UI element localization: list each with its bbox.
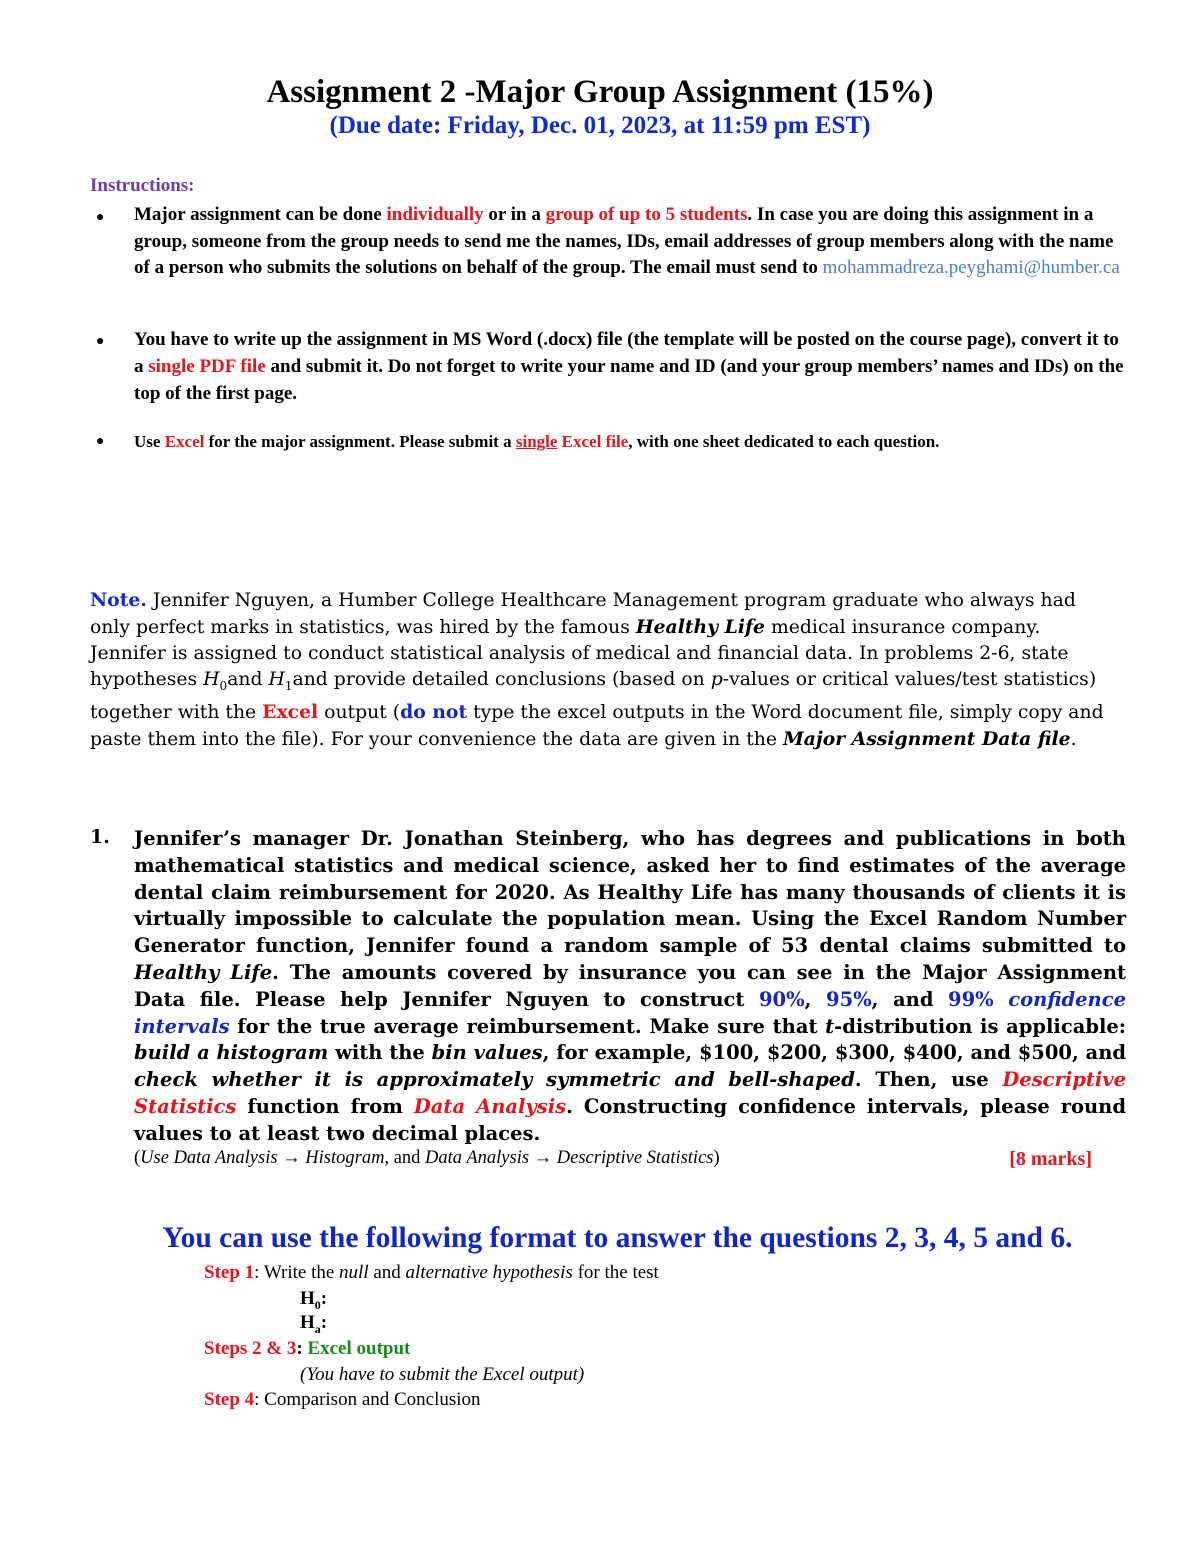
histogram-emphasis: build a histogram [134,1041,329,1065]
step-4 [204,1389,481,1411]
descriptive-statistics: Descriptive Statistics [134,1068,1127,1118]
bin-values-emphasis: bin values [431,1041,543,1065]
data-analysis: Data Analysis [413,1094,567,1118]
highlight-do-not: do not [400,700,468,723]
text-run: and provide detailed conclusions (based on [292,669,711,690]
data-file-name: Major Assignment Data file [782,727,1071,750]
step-label: Steps 2 & 3 [204,1338,297,1359]
text-run: for the true average reimbursement. Make sure that [229,1014,826,1038]
bullet-icon: ● [96,334,105,349]
text-run: , [804,987,826,1011]
confidence-90: 90% [758,987,805,1011]
text-run: : Comparison and Conclusion [254,1389,481,1410]
text-run [994,988,1009,1011]
instruction-bullet-3 [134,429,1124,454]
hint-descriptive: Data Analysis → Descriptive Statistics [425,1148,714,1168]
text-run: , and [871,987,949,1011]
text-run: : [320,1288,328,1309]
format-heading: You can use the following format to answer the questions 2, 3, 4, 5 and 6. [162,1222,1073,1254]
text-run: : Write the [254,1262,340,1283]
text-run: Use [134,432,165,451]
text-run: type the excel outputs in the Word document file, simply copy and paste them into the file). For your convenience the data are given in the [90,701,1104,750]
note-label: Note. [90,589,147,611]
highlight-group-size: group of up to 5 students [545,204,748,225]
confidence-intervals: confidence intervals [134,987,1126,1038]
text-run: , with one sheet dedicated to each question. [628,432,940,451]
math-h: H [300,1312,315,1333]
text-run: . In case you are doing this assignment in a group, someone from the group needs to send me the names, IDs, email addresses of group members along with the name of a person who submits the solutions on behalf of the group. The email must send to [134,204,1114,278]
highlight-single-pdf: single PDF file [148,356,266,377]
step-1 [204,1262,659,1284]
instructions-heading: Instructions: [90,175,195,196]
symmetry-emphasis: check whether it is approximately symmetric and bell-shaped [134,1068,855,1092]
confidence-99: 99% [948,987,994,1011]
highlight-single: single [515,432,558,451]
text-run: . [1070,728,1077,750]
page-title: Assignment 2 -Major Group Assignment (15%) [266,74,934,110]
step-2-3-hint: (You have to submit the Excel output) [300,1364,585,1385]
question-number: 1. [90,826,110,848]
text-run: . The amounts covered by insurance you can see in the Major Assignment Data file. Please help Jennifer Nguyen to construct [134,960,1126,1011]
h0-line [300,1288,327,1313]
math-p: p [710,669,723,690]
text-run: You have to write up the assignment in MS Word (.docx) file (the template will be posted on the course page), convert it to a [134,329,1119,377]
question-1-text [134,826,1126,1148]
text-run: Major assignment can be done [134,204,387,225]
text-run: for the test [572,1262,659,1283]
confidence-95: 95% [826,987,872,1011]
step-label: Step 1 [204,1262,255,1283]
due-date: (Due date: Friday, Dec. 01, 2023, at 11:59 pm EST) [329,112,871,139]
text-run: and submit it. Do not forget to write your name and ID (and your group members’ names and IDs) on the top of the first page. [134,356,1124,404]
hint-histogram: Use Data Analysis → Histogram, [140,1148,390,1168]
step-label: Step 4 [204,1389,255,1410]
company-name: Healthy Life [134,960,273,984]
highlight-excel: Excel [164,432,205,451]
text-run: : [320,1312,328,1333]
text-run: alternative hypothesis [405,1262,573,1283]
math-sub: 1 [284,678,293,693]
text-run: and [368,1262,406,1283]
text-run: . Then, use [854,1068,1003,1092]
math-sub: a [314,1321,321,1336]
instruction-bullet-2 [134,326,1124,407]
question-1-hint [134,1148,1126,1169]
text-run: -distribution is applicable: [834,1014,1126,1038]
text-run: output ( [318,701,401,723]
math-t: t [825,1014,835,1038]
text-run: or in a [483,204,546,225]
text-run: Jennifer’s manager Dr. Jonathan Steinberg, who has degrees and publications in both mathematical statistics and medical science, asked her to find estimates of the average dental claim reimbursement for 2020. As Healthy Life has many thousands of clients it is virtually impossible to calculate the population mean. Using the Excel Random Number Generator function, Jennifer found a random sample of 53 dental claims submitted to [134,827,1126,958]
text-run: , for example, $100, $200, $300, $400, and $500, and [542,1041,1127,1065]
note-paragraph [90,587,1120,753]
email-link[interactable]: mohammadreza.peyghami@humber.ca [822,257,1120,278]
math-h: H [203,669,220,690]
highlight-excel-file: Excel file [561,432,629,451]
highlight-excel: Excel [262,700,319,723]
question-1-marks: [8 marks] [1009,1148,1092,1170]
text-run: function from [236,1094,414,1118]
math-sub: 0 [314,1297,321,1312]
text-run: Jennifer Nguyen, a Humber College Healthcare Management program graduate who always had only perfect marks in statistics, was hired by the famous [90,590,1076,638]
text-run: with the [328,1041,432,1065]
math-h: H [268,669,285,690]
bullet-icon: ● [96,210,105,225]
text-run: and [227,669,269,690]
instruction-bullet-1 [134,202,1124,282]
step-2-3 [204,1338,410,1360]
text-run: for the major assignment. Please submit a [204,432,516,451]
highlight-individually: individually [386,204,484,225]
text-run: -values or critical values/test statistics) together with the [90,669,1097,723]
text-run: . Constructing confidence intervals, please round values to at least two decimal places. [134,1094,1126,1145]
ha-line [300,1312,327,1337]
math-h: H [300,1288,315,1309]
text-run: ( [134,1148,141,1168]
text-run: ) [713,1148,720,1168]
excel-output-label: Excel output [307,1338,411,1359]
text-run: : [296,1338,308,1359]
math-sub: 0 [219,678,228,693]
text-run: null [339,1262,369,1283]
text-run: medical insurance company. Jennifer is assigned to conduct statistical analysis of medical and financial data. In problems 2-6, state hypotheses [90,617,1069,690]
text-run: and [389,1148,426,1168]
company-name: Healthy Life [635,616,766,638]
bullet-icon: ● [96,434,105,449]
